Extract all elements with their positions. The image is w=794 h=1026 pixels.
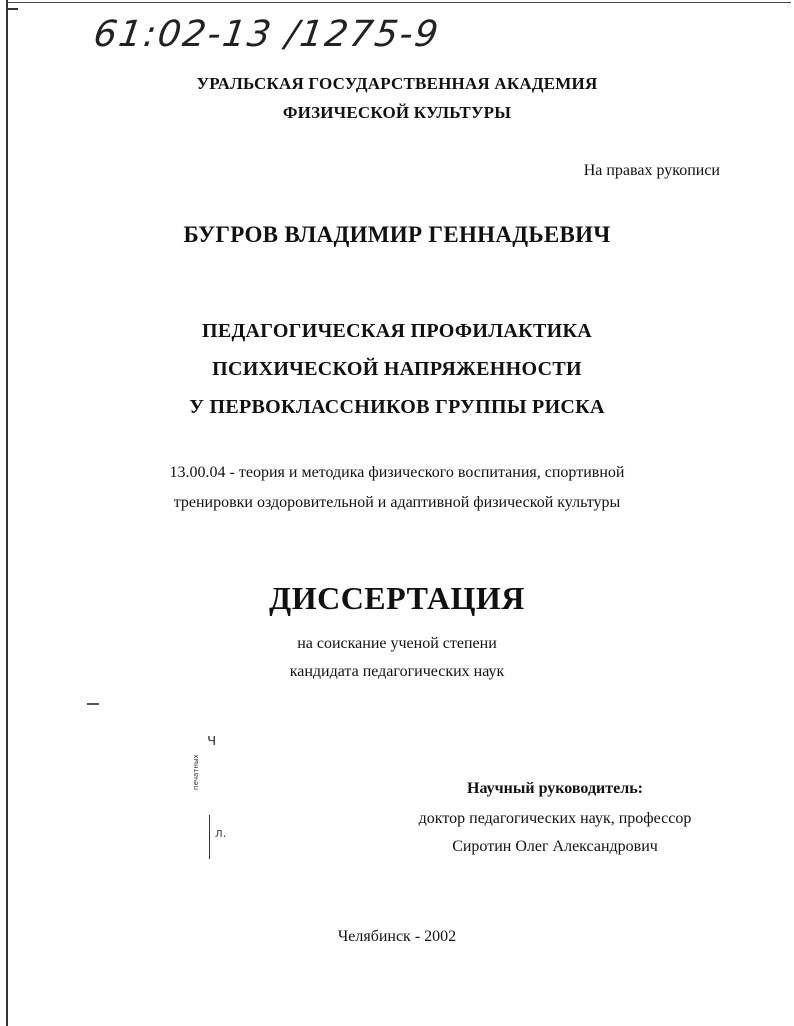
supervisor-name: Сиротин Олег Александрович <box>452 838 658 855</box>
degree-line-2: кандидата педагогических наук <box>289 663 505 680</box>
organization-line-1: УРАЛЬСКАЯ ГОСУДАРСТВЕННАЯ АКАДЕМИЯ <box>196 74 598 93</box>
specialty-line-2: тренировки оздоровительной и адаптивной физической культуры <box>173 494 621 511</box>
scan-edge-line <box>6 0 8 1026</box>
title-line-2: ПСИХИЧЕСКОЙ НАПРЯЖЕННОСТИ <box>212 358 582 380</box>
stamp-bar <box>209 815 210 859</box>
stamp-vertical-text: печатных <box>192 754 200 790</box>
title-line-1: ПЕДАГОГИЧЕСКАЯ ПРОФИЛАКТИКА <box>202 320 592 342</box>
handwritten-catalog-code: 61:02-13 /1275-9 <box>91 14 443 55</box>
organization-line-2: ФИЗИЧЕСКОЙ КУЛЬТУРЫ <box>282 103 512 122</box>
title-line-3: У ПЕРВОКЛАССНИКОВ ГРУППЫ РИСКА <box>189 396 605 418</box>
specialty-line-1: 13.00.04 - теория и методика физического воспитания, спортивной <box>169 464 625 481</box>
rights-note: На правах рукописи <box>583 162 720 179</box>
supervisor-credentials: доктор педагогических наук, профессор <box>418 810 692 827</box>
degree-line-1: на соискание ученой степени <box>297 635 497 652</box>
scan-top-line <box>6 2 791 3</box>
author-name: БУГРОВ ВЛАДИМИР ГЕННАДЬЕВИЧ <box>183 222 611 247</box>
city-year: Челябинск - 2002 <box>337 928 457 945</box>
supervisor-heading: Научный руководитель: <box>467 780 643 797</box>
stamp-handwritten-mark-2: л. <box>215 826 227 840</box>
document-type: ДИССЕРТАЦИЯ <box>269 580 525 616</box>
margin-dash-mark <box>87 703 99 705</box>
stamp-handwritten-mark: ч <box>207 730 217 749</box>
scan-edge-tick <box>6 8 18 10</box>
